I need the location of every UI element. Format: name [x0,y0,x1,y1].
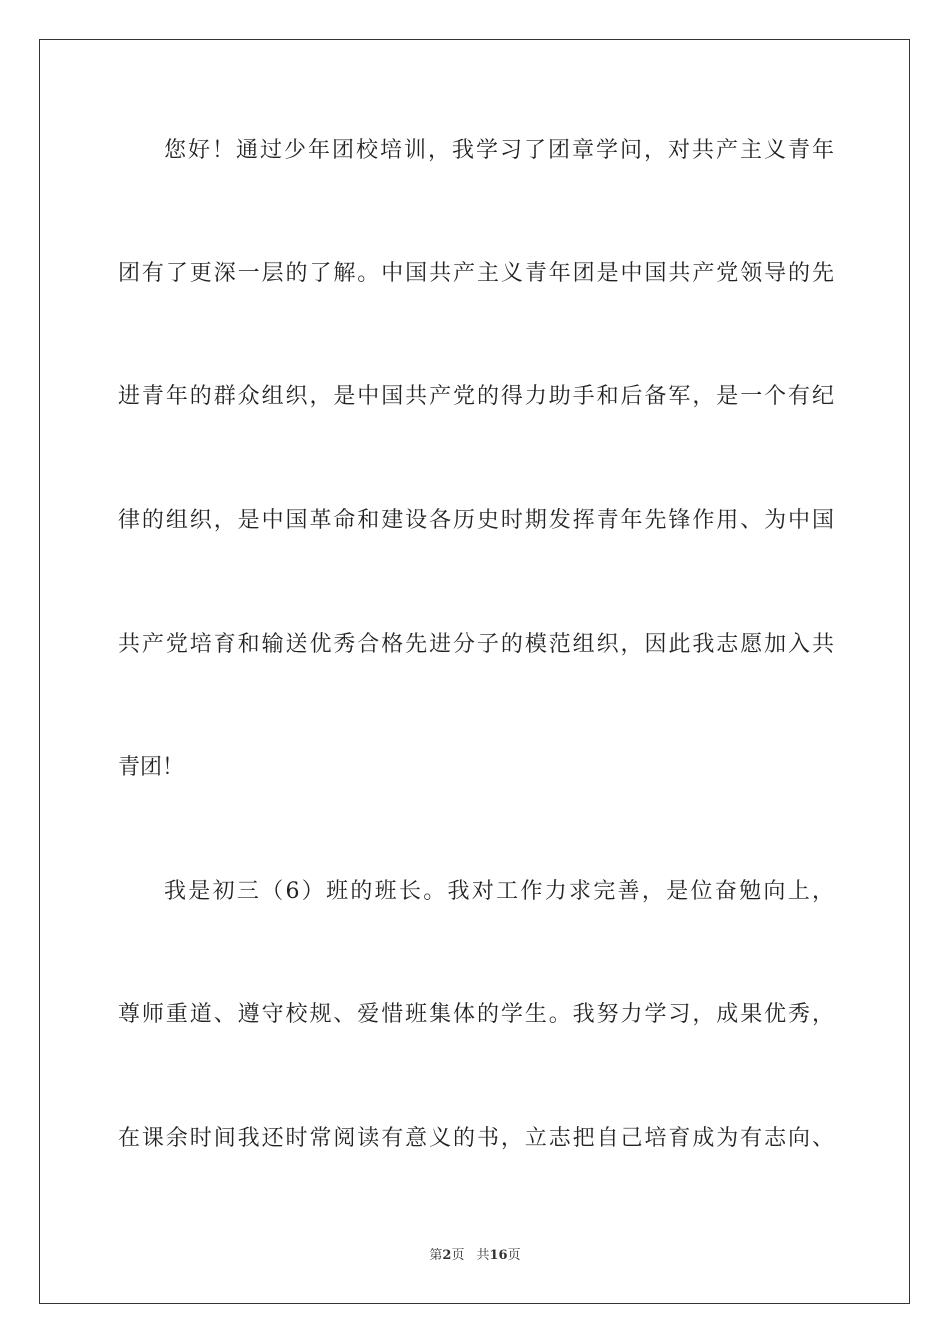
paragraph-1-line-2: 团有了更深一层的了解。中国共产主义青年团是中国共产党领导的先 [118,261,834,286]
paragraph-1-line-1: 您好！通过少年团校培训，我学习了团章学问，对共产主义青年 [164,138,834,163]
paragraph-1-line-6: 青团！ [118,755,185,780]
total-prefix: 共 [476,1248,490,1263]
paragraph-2-line-2: 尊师重道、遵守校规、爱惜班集体的学生。我努力学习，成果优秀， [118,1002,834,1027]
total-suffix: 页 [507,1248,521,1263]
page-prefix: 第 [429,1248,443,1263]
paragraph-2-line-1: 我是初三（6）班的班长。我对工作力求完善，是位奋勉向上， [164,879,834,904]
page-suffix: 页 [451,1248,465,1263]
paragraph-1-line-4: 律的组织，是中国革命和建设各历史时期发挥青年先锋作用、为中国 [118,508,834,533]
page-footer [0,1247,950,1265]
paragraph-1-line-5: 共产党培育和输送优秀合格先进分子的模范组织，因此我志愿加入共 [118,632,834,657]
total-pages: 16 [489,1248,508,1263]
page-border [39,39,910,1304]
paragraph-1-line-3: 进青年的群众组织，是中国共产党的得力助手和后备军，是一个有纪 [118,384,834,409]
paragraph-2-line-3: 在课余时间我还时常阅读有意义的书，立志把自己培育成为有志向、 [118,1126,834,1151]
page-number: 2 [442,1248,452,1263]
